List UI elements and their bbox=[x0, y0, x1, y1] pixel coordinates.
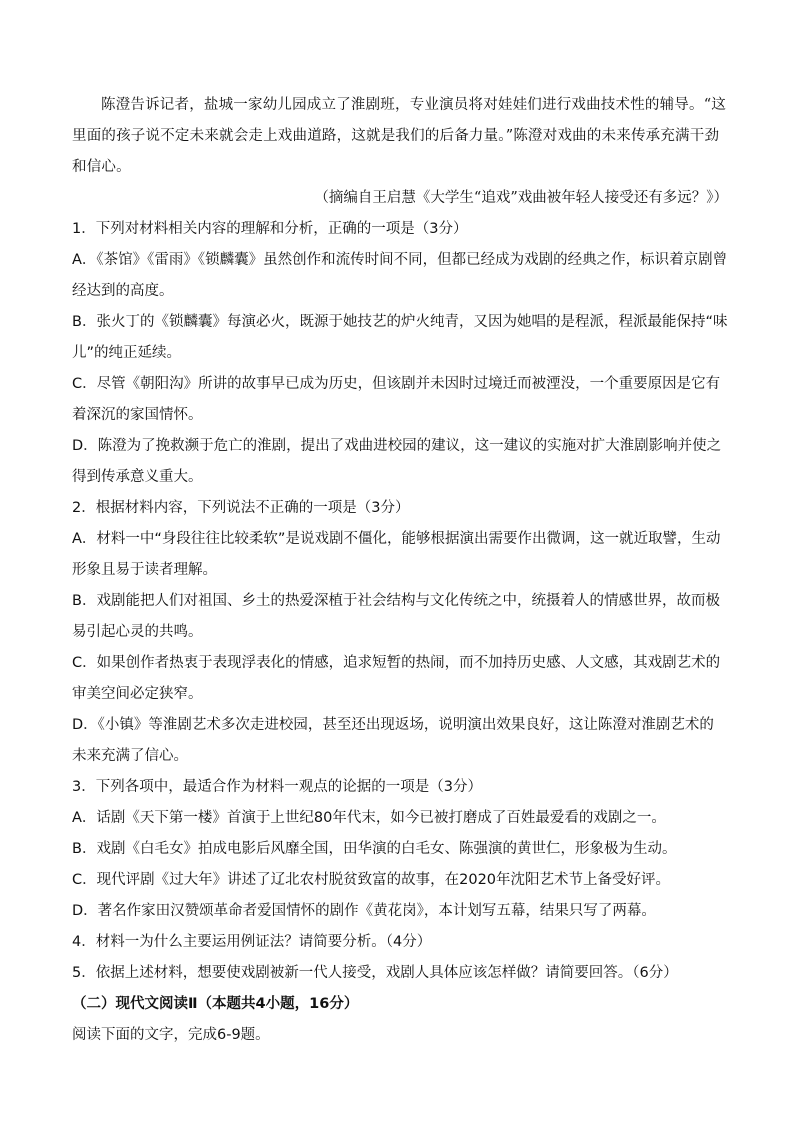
option-d: D．著名作家田汉赞颂革命者爱国情怀的剧作《黄花岗》，本计划写五幕，结果只写了两幕。 bbox=[72, 903, 656, 919]
section-heading: （二）现代文阅读Ⅱ（本题共4小题，16分） bbox=[72, 996, 359, 1012]
option-a: A．话剧《天下第一楼》首演于上世纪80年代末，如今已被打磨成了百姓最爱看的戏剧之一。 bbox=[72, 810, 666, 826]
option-d: D．《小镇》等淮剧艺术多次走进校园，甚至还出现返场，说明演出效果良好，这让陈澄对淮剧艺术的未来充满了信心。 bbox=[72, 717, 714, 764]
question-stem: 1．下列对材料相关内容的理解和分析，正确的一项是（3分） bbox=[72, 221, 468, 237]
question-1 bbox=[72, 214, 728, 493]
option-a: A．材料一中“身段往往比较柔软”是说戏剧不僵化，能够根据演出需要作出微调，这一就近取譬，生动形象且易于读者理解。 bbox=[72, 531, 721, 578]
option-c: C．尽管《朝阳沟》所讲的故事早已成为历史，但该剧并未因时过境迁而被湮没，一个重要原因是它有着深沉的家国情怀。 bbox=[72, 376, 721, 423]
question-2 bbox=[72, 493, 728, 772]
document-page bbox=[72, 90, 728, 1051]
question-3 bbox=[72, 772, 728, 927]
option-c: C．现代评剧《过大年》讲述了辽北农村脱贫致富的故事，在2020年沈阳艺术节上备受好评。 bbox=[72, 872, 671, 888]
option-b: B．张火丁的《锁麟囊》每演必火，既源于她技艺的炉火纯青，又因为她唱的是程派，程派最能保持“味儿”的纯正延续。 bbox=[72, 314, 728, 361]
question-5: 5．依据上述材料，想要使戏剧被新一代人接受，戏剧人具体应该怎样做？请简要回答。（6分） bbox=[72, 965, 678, 981]
passage-source: （摘编自王启慧《大学生“追戏”戏曲被年轻人接受还有多远？》） bbox=[314, 190, 728, 206]
option-b: B．戏剧《白毛女》拍成电影后风靡全国，田华演的白毛女、陈强演的黄世仁，形象极为生动。 bbox=[72, 841, 677, 857]
question-4: 4．材料一为什么主要运用例证法？请简要分析。（4分） bbox=[72, 934, 432, 950]
option-c: C．如果创作者热衷于表现浮表化的情感，追求短暂的热闹，而不加持历史感、人文感，其戏剧艺术的审美空间必定狭窄。 bbox=[72, 655, 721, 702]
option-d: D．陈澄为了挽救濒于危亡的淮剧，提出了戏曲进校园的建议，这一建议的实施对扩大淮剧影响并使之得到传承意义重大。 bbox=[72, 438, 722, 485]
option-a: A．《茶馆》《雷雨》《锁麟囊》虽然创作和流传时间不同，但都已经成为戏剧的经典之作，标识着京剧曾经达到的高度。 bbox=[72, 252, 728, 299]
section-instruction: 阅读下面的文字，完成6-9题。 bbox=[72, 1027, 270, 1043]
question-stem: 3．下列各项中，最适合作为材料一观点的论据的一项是（3分） bbox=[72, 779, 482, 795]
question-stem: 2．根据材料内容，下列说法不正确的一项是（3分） bbox=[72, 500, 410, 516]
option-b: B．戏剧能把人们对祖国、乡土的热爱深植于社会结构与文化传统之中，统摄着人的情感世界，故而极易引起心灵的共鸣。 bbox=[72, 593, 720, 640]
passage-paragraph: 陈澄告诉记者，盐城一家幼儿园成立了淮剧班，专业演员将对娃娃们进行戏曲技术性的辅导。“这里面的孩子说不定未来就会走上戏曲道路，这就是我们的后备力量。”陈澄对戏曲的未来传承充满干劲和信心。 bbox=[72, 97, 727, 175]
